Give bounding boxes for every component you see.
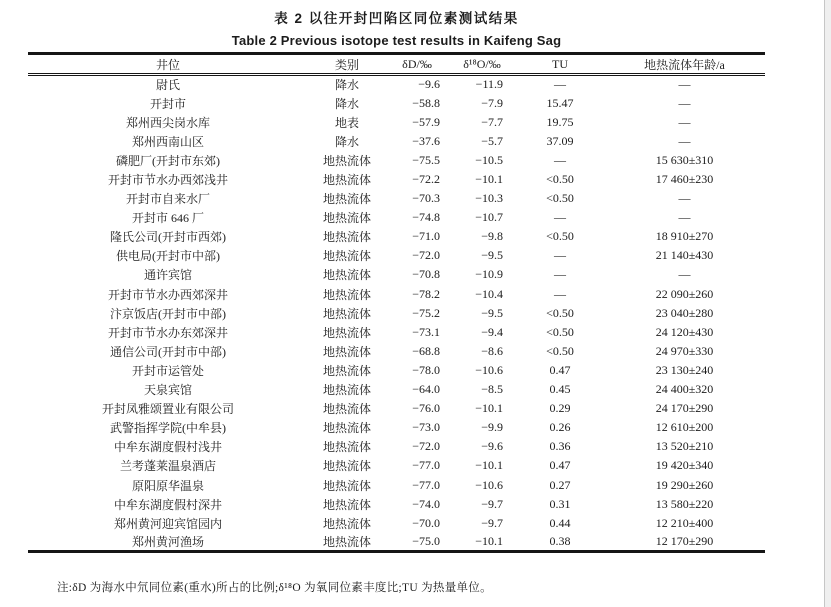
table-caption [28,7,765,48]
table-cell: 24 400±320 [655,382,714,397]
table-cell: 13 580±220 [655,496,714,511]
table-row [28,170,765,189]
table-row [28,399,765,418]
table-cell: −10.6 [475,362,503,377]
table-cell: −10.3 [475,191,503,206]
table-cell: −10.1 [475,534,503,549]
table-cell: 0.31 [549,496,571,511]
table-cell: −8.6 [481,343,503,358]
table-cell: −64.0 [412,382,440,397]
table-cell: 地热流体 [322,173,371,188]
table-cell: 地热流体 [322,383,371,398]
table-row [28,189,765,208]
col-header-well: 井位 [28,54,308,75]
table-cell: 18 910±270 [655,229,714,244]
table-cell: −72.0 [412,248,440,263]
table-cell: −10.1 [475,458,503,473]
table-cell: 地热流体 [322,421,371,436]
table-cell: 0.29 [549,401,571,416]
page-edge-gutter [824,0,831,607]
col-header-fluid-age: 地热流体年龄/a [604,54,765,75]
table-cell: 23 130±240 [655,362,714,377]
table-cell: 0.47 [549,362,571,377]
table-cell: 磷肥厂(开封市东郊) [116,153,220,168]
table-cell: 降水 [334,96,359,111]
table-cell: 开封市节水办东郊深井 [107,325,228,340]
table-cell: 0.38 [549,534,571,549]
table-cell: −9.8 [481,229,503,244]
table-cell: — [554,152,566,167]
table-cell: 0.27 [549,477,571,492]
table-cell: — [554,267,566,282]
table-cell: −7.7 [481,114,503,129]
table-cell: −9.9 [481,420,503,435]
table-cell: 24 170±290 [655,401,714,416]
col-header-delta18O: δ¹⁸O/‰ [448,54,516,75]
table-cell: — [554,77,566,92]
table-row [28,514,765,533]
table-cell: 12 610±200 [655,420,714,435]
table-cell: 19.75 [546,114,574,129]
table-cell: 地热流体 [322,325,371,340]
table-cell: 0.44 [549,515,571,530]
table-cell: 汴京饭店(开封市中部) [110,306,226,321]
table-cell: −8.5 [481,382,503,397]
table-cell: −9.7 [481,496,503,511]
table-cell: 13 520±210 [655,439,714,454]
table-cell: <0.50 [546,343,574,358]
table-row [28,227,765,246]
table-cell: 天泉宾馆 [143,383,192,398]
table-row [28,265,765,284]
table-cell: −70.0 [412,515,440,530]
table-cell: −9.5 [481,248,503,263]
table-cell: 地热流体 [322,211,371,226]
table-cell: 0.36 [549,439,571,454]
table-cell: −10.1 [475,172,503,187]
table-cell: 地热流体 [322,516,371,531]
table-cell: 地热流体 [322,249,371,264]
table-cell: −9.7 [481,515,503,530]
table-cell: 地热流体 [322,459,371,474]
table-cell: −9.6 [481,439,503,454]
table-header-row [28,54,765,75]
table-cell: −75.5 [412,152,440,167]
table-footnote: 注:δD 为海水中氘同位素(重水)所占的比例;δ¹⁸O 为氧同位素丰度比;TU 为热量单位。 [57,582,492,594]
table-cell: −58.8 [412,95,440,110]
table-cell: −7.9 [481,95,503,110]
table-cell: <0.50 [546,324,574,339]
table-cell: 郑州西尖岗水库 [125,115,210,130]
table-cell: 原阳原华温泉 [131,478,204,493]
table-cell: 24 970±330 [655,343,714,358]
table-cell: 郑州西南山区 [131,134,204,149]
table-cell: — [678,114,691,129]
table-cell: 21 140±430 [655,248,714,263]
table-row [28,475,765,494]
table-cell: — [554,210,566,225]
table-cell: 开封市节水办西郊浅井 [107,173,228,188]
col-header-deltaD: δD/‰ [386,54,448,75]
table-cell: 地热流体 [322,192,371,207]
isotope-results-table [28,52,765,553]
table-cell: 地热流体 [322,363,371,378]
table-cell: −72.0 [412,439,440,454]
table-cell: −68.8 [412,343,440,358]
table-cell: 12 170±290 [655,534,714,549]
table-cell: 地表 [334,115,359,130]
table-row [28,151,765,170]
table-cell: 37.09 [546,133,574,148]
table-row [28,304,765,323]
table-cell: −9.4 [481,324,503,339]
table-cell: 供电局(开封市中部) [116,249,220,264]
table-cell: 15 630±310 [655,152,714,167]
table-cell: −10.1 [475,401,503,416]
table-cell: <0.50 [546,172,574,187]
table-cell: 地热流体 [322,535,371,550]
table-cell: 19 420±340 [655,458,714,473]
table-cell: 地热流体 [322,478,371,493]
table-cell: −10.5 [475,152,503,167]
table-cell: −10.6 [475,477,503,492]
table-cell: 隆氏公司(开封市西郊) [110,230,226,245]
table-cell: 地热流体 [322,153,371,168]
table-cell: 地热流体 [322,440,371,455]
table-cell: 地热流体 [322,497,371,512]
table-row [28,113,765,132]
table-cell: 22 090±260 [655,286,714,301]
table-cell: 地热流体 [322,306,371,321]
table-cell: 15.47 [546,95,574,110]
table-cell: 地热流体 [322,402,371,417]
table-cell: −73.1 [412,324,440,339]
table-title-en: Table 2 Previous isotope test results in Kaifeng Sag [231,33,562,48]
table-cell: −71.0 [412,229,440,244]
table-cell: 开封市运管处 [131,363,204,378]
table-cell: −77.0 [412,477,440,492]
table-row [28,437,765,456]
table-cell: −37.6 [412,133,440,148]
table-cell: 武警指挥学院(中牟县) [110,421,226,436]
table-cell: 23 040±280 [655,305,714,320]
table-cell: 中牟东湖度假村深井 [113,497,222,512]
table-cell: 0.26 [549,420,571,435]
table-cell: −70.8 [412,267,440,282]
table-cell: 兰考蓬莱温泉酒店 [119,459,216,474]
table-cell: −9.6 [418,77,440,92]
table-cell: −9.5 [481,305,503,320]
table-row [28,342,765,361]
table-cell: −74.0 [412,496,440,511]
table-cell: — [678,77,691,92]
table-row [28,323,765,342]
table-cell: — [554,248,566,263]
table-cell: 通信公司(开封市中部) [110,344,226,359]
table-cell: 尉氏 [155,78,180,93]
table-cell: −77.0 [412,458,440,473]
table-row [28,75,765,94]
table-cell: −10.4 [475,286,503,301]
table-cell: 郑州黄河渔场 [131,535,204,550]
table-cell: −5.7 [481,133,503,148]
table-cell: — [678,95,691,110]
table-cell: <0.50 [546,305,574,320]
table-cell: −76.0 [412,401,440,416]
table-title-zh: 表 2 以往开封凹陷区同位素测试结果 [274,11,519,26]
table-cell: <0.50 [546,229,574,244]
table-cell: 地热流体 [322,230,371,245]
table-cell: −78.0 [412,362,440,377]
table-cell: — [678,133,691,148]
table-cell: — [678,210,691,225]
table-cell: 0.45 [549,382,571,397]
table-cell: 0.47 [549,458,571,473]
table-cell: 通许宾馆 [143,268,192,283]
table-cell: 开封市 646 厂 [131,211,204,226]
table-row [28,285,765,304]
table-row [28,533,765,552]
table-row [28,246,765,265]
table-cell: 地热流体 [322,287,371,302]
table-cell: 12 210±400 [655,515,714,530]
table-cell: 地热流体 [322,268,371,283]
table-cell: −10.7 [475,210,503,225]
table-cell: 开封市 [149,96,186,111]
table-cell: 降水 [334,78,359,93]
table-row [28,132,765,151]
table-cell: 17 460±230 [655,172,714,187]
table-cell: 19 290±260 [655,477,714,492]
table-cell: 降水 [334,134,359,149]
table-cell: 24 120±430 [655,324,714,339]
table-cell: −11.9 [475,77,503,92]
table-cell: −75.2 [412,305,440,320]
table-cell: 开封市节水办西郊深井 [107,287,228,302]
table-row [28,495,765,514]
table-row [28,361,765,380]
table-cell: −74.8 [412,210,440,225]
table-cell: −70.3 [412,191,440,206]
table-cell: 开封市自来水厂 [125,192,210,207]
table-row [28,208,765,227]
table-cell: −75.0 [412,534,440,549]
table-row [28,418,765,437]
table-cell: −10.9 [475,267,503,282]
col-header-TU: TU [516,54,604,75]
table-body [28,75,765,552]
table-cell: 中牟东湖度假村浅井 [113,440,222,455]
table-row [28,456,765,475]
table-cell: — [678,191,691,206]
table-row [28,94,765,113]
table-cell: −72.2 [412,172,440,187]
table-cell: — [678,267,691,282]
table-cell: — [554,286,566,301]
table-cell: −73.0 [412,420,440,435]
table-cell: 地热流体 [322,344,371,359]
table-cell: <0.50 [546,191,574,206]
table-cell: −78.2 [412,286,440,301]
table-row [28,380,765,399]
table-cell: 开封凤雅颂置业有限公司 [101,402,234,417]
table-cell: 郑州黄河迎宾馆园内 [113,516,222,531]
col-header-category: 类别 [308,54,386,75]
table-cell: −57.9 [412,114,440,129]
